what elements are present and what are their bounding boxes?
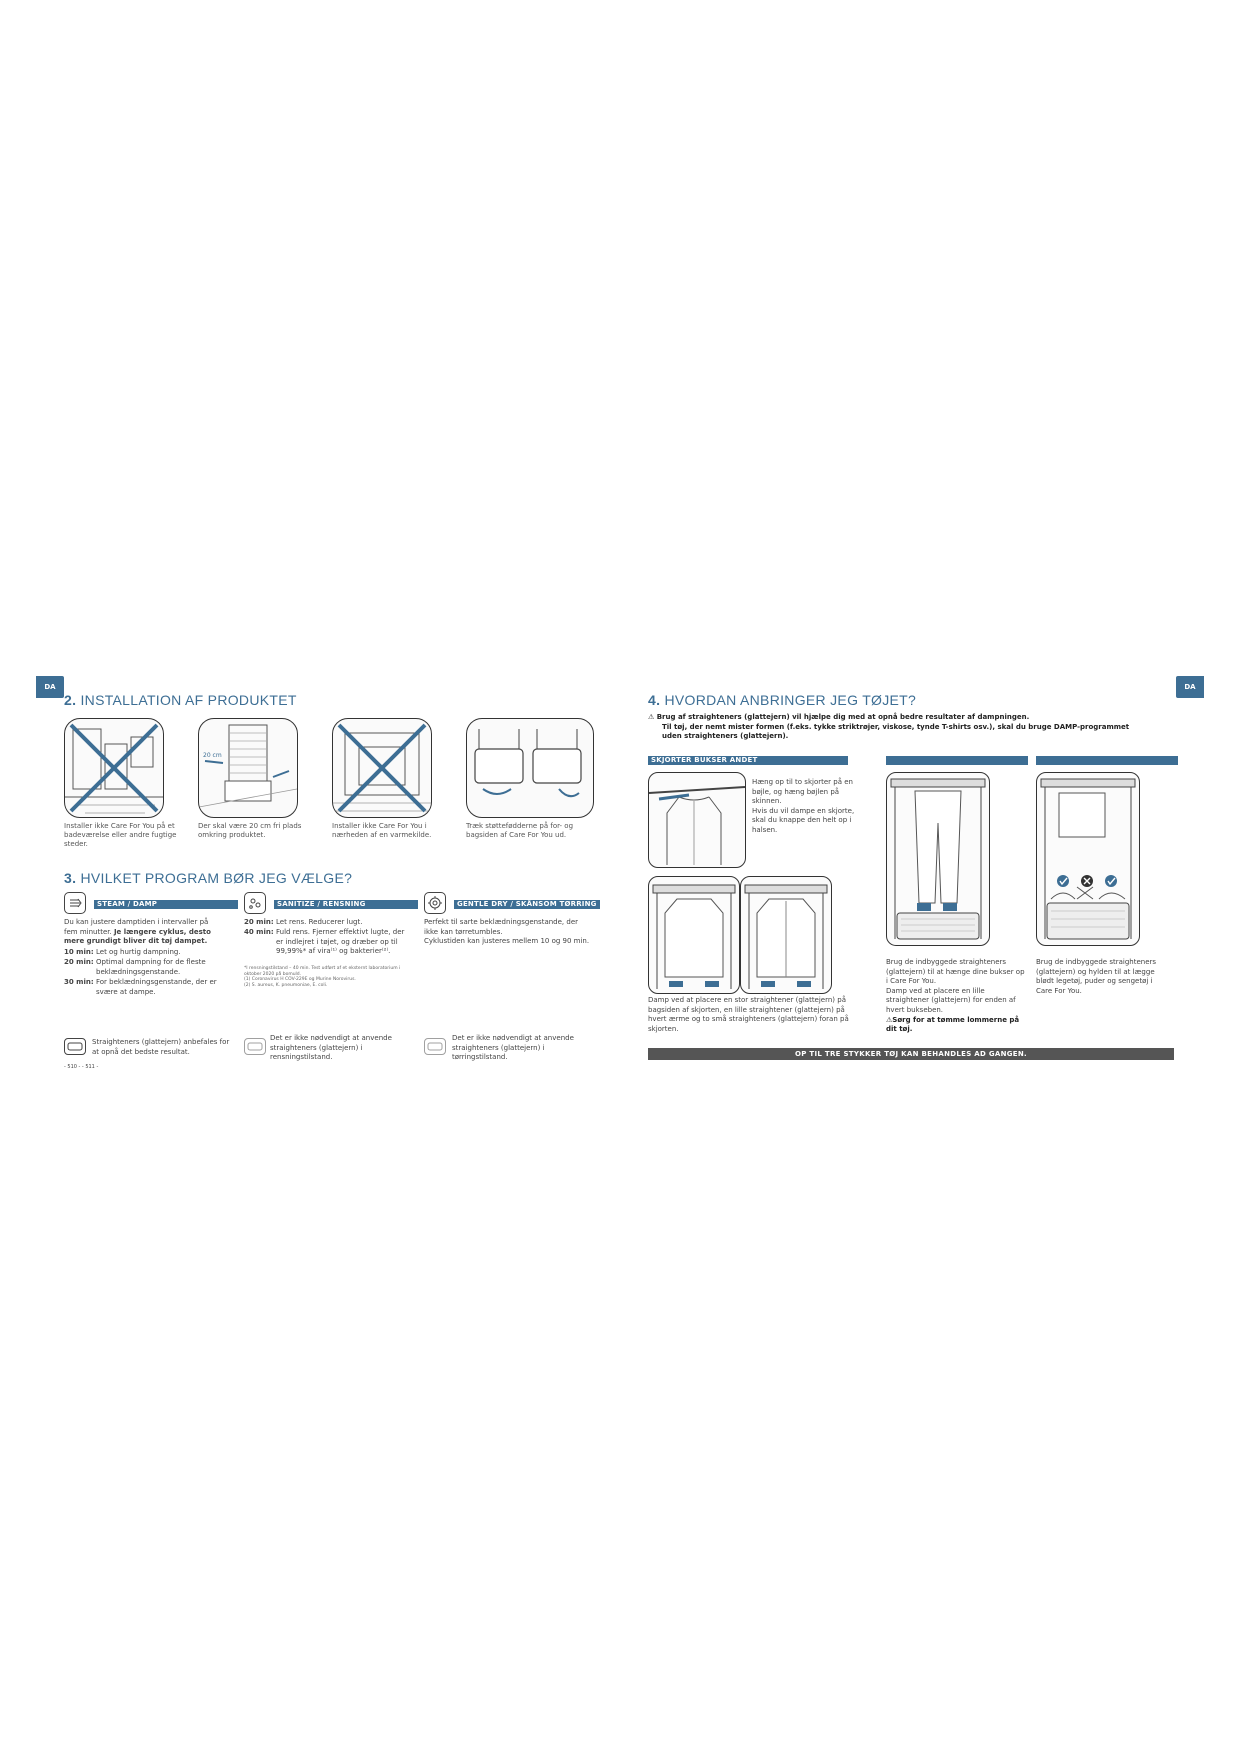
sanitize-row-40 — [244, 928, 412, 957]
gentle-dry-icon — [424, 892, 446, 914]
warning-block — [648, 713, 1148, 742]
pants-text-2: Damp ved at placere en lille straightener (glattejern) for enden af hvert bukseben. — [886, 986, 1016, 1014]
straightener-icon-1 — [64, 1038, 86, 1055]
shirt-hanger-illustration — [648, 772, 746, 868]
section3-title-text: HVILKET PROGRAM BØR JEG VÆLGE? — [80, 870, 353, 886]
other-text: Brug de indbyggede straighteners (glattejern) og hylden til at lægge blødt legetøj, puder og sengetøj i Care For You. — [1036, 958, 1157, 995]
steam-text-10: Let og hurtig dampning. — [96, 948, 181, 956]
steam-time-30: 30 min: — [64, 978, 94, 986]
footnote-1: (1) Coronavirus H COV-229E og Murine Norovirus. — [244, 977, 356, 982]
section3-title — [64, 870, 352, 886]
steam-intro-bold: Je længere cyklus, desto mere grundigt bliver dit tøj dampet. — [64, 927, 211, 945]
install-illustration-bathroom — [64, 718, 164, 818]
shirt-text-1: Hæng op til to skjorter på en bøjle, og hæng bøjlen på skinnen. — [752, 778, 853, 805]
straightener-icon-3 — [424, 1038, 446, 1055]
column-header-pants — [886, 756, 1028, 765]
steam-row-20 — [64, 958, 234, 977]
steam-intro: Du kan justere damptiden i intervaller på fem minutter. — [64, 918, 209, 936]
section2-title-text: INSTALLATION AF PRODUKTET — [80, 692, 297, 708]
footnote-asterisk: *I rensningstilstand – 40 min. Test udført af et eksternt laboratorium i oktober 2020 på bomuld. — [244, 966, 401, 977]
warning-icon: ⚠ — [648, 713, 655, 721]
column-header-shirts: SKJORTER BUKSER ANDET — [648, 756, 848, 765]
shirt-front-illustration — [740, 876, 832, 994]
pants-warning — [886, 1016, 1026, 1034]
steam-icon — [64, 892, 86, 914]
steam-text-20: Optimal dampning for de fleste beklædningsgenstande. — [96, 958, 206, 976]
lang-tab-left: DA — [36, 676, 64, 698]
install-illustration-clearance — [198, 718, 298, 818]
sanitize-text-20: Let rens. Reducerer lugt. — [276, 918, 363, 926]
warning-line-1: Brug af straighteners (glattejern) vil hjælpe dig med at opnå bedre resultater af dampningen. — [656, 713, 1030, 721]
section2-number: 2. — [64, 692, 77, 708]
steam-text-30: For beklædningsgenstande, der er svære at dampe. — [96, 978, 217, 996]
tip-gentle-dry: Det er ikke nødvendigt at anvende straighteners (glattejern) i tørringstilstand. — [452, 1034, 574, 1061]
section4-number: 4. — [648, 692, 661, 708]
shirt-top-text — [752, 778, 856, 835]
column-header-other — [1036, 756, 1178, 765]
pants-illustration — [886, 772, 990, 946]
straightener-icon-2 — [244, 1038, 266, 1055]
shirt-text-2: Hvis du vil dampe en skjorte, skal du knappe den helt op i halsen. — [752, 806, 855, 834]
steam-row-30 — [64, 978, 234, 997]
section4-title-text: HVORDAN ANBRINGER JEG TØJET? — [664, 692, 917, 708]
install-caption-2: Der skal være 20 cm fri plads omkring produktet. — [198, 822, 302, 839]
steam-time-20: 20 min: — [64, 958, 94, 966]
sanitize-row-20 — [244, 918, 412, 928]
sanitize-time-40: 40 min: — [244, 928, 274, 936]
pants-text-1: Brug de indbyggede straighteners (glattejern) til at hænge dine bukser op i Care For You. — [886, 958, 1025, 985]
shirt-bottom-text: Damp ved at placere en stor straightener (glattejern) på bagsiden af skjorten, en lille straightener (glattejern) på hvert ærme og to små straighteners (glattejern) foran på skjorten. — [648, 996, 849, 1033]
pants-text — [886, 958, 1026, 1015]
program-steam-bar: STEAM / DAMP — [94, 900, 238, 909]
warning-line-2: Til tøj, der nemt mister formen (f.eks. tykke striktrøjer, viskose, tynde T-shirts osv.), skal du bruge DAMP-programmet uden straighteners (glattejern). — [662, 722, 1130, 740]
steam-time-10: 10 min: — [64, 948, 94, 956]
page-numbers: - 510 - - 511 - — [64, 1064, 99, 1070]
shirt-back-illustration — [648, 876, 740, 994]
sanitize-footnotes — [244, 966, 404, 988]
tip-sanitize: Det er ikke nødvendigt at anvende straighteners (glattejern) i rensningstilstand. — [270, 1034, 392, 1061]
pants-warning-text: Sørg for at tømme lommerne på dit tøj. — [886, 1016, 1020, 1033]
program-sanitize-bar: SANITIZE / RENSNING — [274, 900, 418, 909]
section3-number: 3. — [64, 870, 77, 886]
install-illustration-support-feet — [466, 718, 594, 818]
lang-tab-right: DA — [1176, 676, 1204, 698]
steam-row-10 — [64, 948, 234, 958]
tip-steam: Straighteners (glattejern) anbefales for at opnå det bedste resultat. — [92, 1038, 230, 1056]
install-caption-3: Installer ikke Care For You i nærheden af en varmekilde. — [332, 822, 432, 839]
install-caption-1: Installer ikke Care For You på et badeværelse eller andre fugtige steder. — [64, 822, 177, 848]
other-items-illustration — [1036, 772, 1140, 946]
sanitize-text-40: Fuld rens. Fjerner effektivt lugte, der er indlejret i tøjet, og dræber op til 99,99%* af vira⁽¹⁾ og bakterier⁽²⁾. — [276, 928, 405, 955]
gentle-dry-description — [424, 918, 594, 947]
bottom-info-bar: OP TIL TRE STYKKER TØJ KAN BEHANDLES AD GANGEN. — [648, 1048, 1174, 1060]
install-caption-4: Træk støttefødderne på for- og bagsiden af Care For You ud. — [466, 822, 574, 839]
section4-title — [648, 692, 916, 708]
program-gentle-dry-bar: GENTLE DRY / SKÅNSOM TØRRING — [454, 900, 600, 909]
install-illustration-heat-source — [332, 718, 432, 818]
footnote-2: (2) S. aureus, K. pneumoniae, E. coli. — [244, 982, 328, 988]
clearance-label: 20 cm — [203, 752, 222, 759]
warning-icon-pants: ⚠ — [886, 1016, 893, 1024]
sanitize-time-20: 20 min: — [244, 918, 274, 926]
section2-title — [64, 692, 297, 708]
sanitize-icon — [244, 892, 266, 914]
steam-description — [64, 918, 224, 947]
gentle-dry-line-2: Cyklustiden kan justeres mellem 10 og 90 min. — [424, 937, 590, 945]
gentle-dry-line-1: Perfekt til sarte beklædningsgenstande, der ikke kan tørretumbles. — [424, 918, 579, 936]
